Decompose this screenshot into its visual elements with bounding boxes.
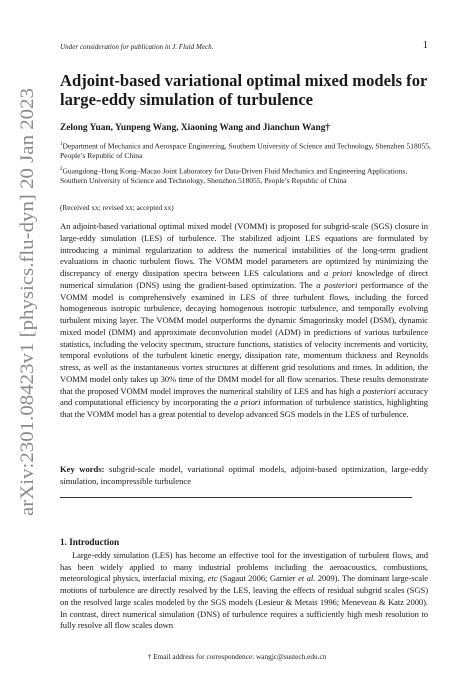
correspondence-footnote: † Email address for correspondence: wangjc@sustech.edu.cn (147, 652, 327, 661)
section-divider (60, 497, 412, 498)
received-dates: (Received xx; revised xx; accepted xx) (60, 203, 174, 212)
keywords (60, 464, 428, 487)
affiliation-2 (60, 165, 432, 186)
keywords-text: subgrid-scale model, variational optimal models, adjoint-based optimization, large-eddy simulation, incompressible turbulence (60, 464, 428, 486)
abstract: An adjoint-based variational optimal mixed model (VOMM) is proposed for subgrid-scale (SGS) closure in large-eddy simulation (LES) of turbulence. The stabilized adjoint LES equations are formulated by introducing a minimal regularization to address the numerical instabilities of the long-term gradient evaluations in chaotic turbulent flows. The VOMM model parameters are optimized by minimizing the discrepancy of energy dissipation spectra between LES calculations and a priori knowledge of direct numerical simulation (DNS) using the gradient-based optimization. The a posteriori performance of the VOMM model is comprehensively examined in LES of three turbulent flows, including the forced homogeneous isotropic turbulence, decaying homogenous isotropic turbulence, and temporally evolving turbulent mixing layer. The VOMM model outperforms the dynamic Smagorinsky model (DSM), dynamic mixed model (DMM) and approximate deconvolution model (ADM) in predictions of various turbulence statistics, including the velocity spectrum, structure functions, statistics of velocity increments and vorticity, temporal evolutions of the turbulent kinetic energy, dissipation rate, momentum thickness and Reynolds stress, as well as the instantaneous vortex structures at different grid resolutions and times. In addition, the VOMM model only takes up 30% time of the DMM model for all flow scenarios. These results demonstrate that the proposed VOMM model improves the numerical stability of LES and has high a posteriori accuracy and computational efficiency by incorporating the a priori information of turbulence statistics, highlighting that the VOMM model has a great potential to develop advanced SGS models in the LES of turbulence. (60, 221, 429, 419)
arxiv-identifier-stamp (3, 0, 43, 673)
arxiv-identifier: arXiv:2301.08423v1 [physics.flu-dyn] 20 Jan 2023 (17, 122, 38, 516)
paper-title: Adjoint-based variational optimal mixed models for large-eddy simulation of turbulence (60, 71, 428, 109)
introduction-paragraph: Large-eddy simulation (LES) has become an effective tool for the investigation of turbulent flows, and has been widely applied to many industrial problems including the aeroacoustics, combustions, meteorological physics, interfacial mixing, etc (Sagaut 2006; Garnier et al. 2009). The dominant large-scale motions of turbulence are directly resolved by the LES, leaving the effects of residual subgrid scales (SGS) on the resolved large scales modeled by the SGS models (Lesieur & Metais 1996; Meneveau & Katz 2000). In contrast, direct numerical simulation (DNS) of turbulence requires a sufficiently high mesh resolution to fully resolve all flow scales down (60, 550, 428, 631)
affiliation-mark: 1 (60, 142, 63, 147)
affiliation-text: Department of Mechanics and Aerospace Engineering, Southern University of Science and Technology, Shenzhen 518055, People’s Republic of China (60, 141, 431, 161)
page-number: 1 (422, 40, 428, 51)
running-head: Under consideration for publication in J. Fluid Mech. (60, 43, 214, 51)
section-heading-introduction: 1. Introduction (60, 537, 120, 547)
affiliation-1 (60, 140, 432, 161)
keywords-label: Key words: (60, 464, 105, 474)
affiliation-mark: 2 (60, 167, 63, 172)
author-list: Zelong Yuan, Yunpeng Wang, Xiaoning Wang and Jianchun Wang† (60, 123, 331, 133)
affiliation-text: Guangdong–Hong Kong–Macao Joint Laboratory for Data-Driven Fluid Mechanics and Engineering Applications, Southern University of Science and Technology, Shenzhen 518055, People’s Republic of China (60, 166, 408, 186)
